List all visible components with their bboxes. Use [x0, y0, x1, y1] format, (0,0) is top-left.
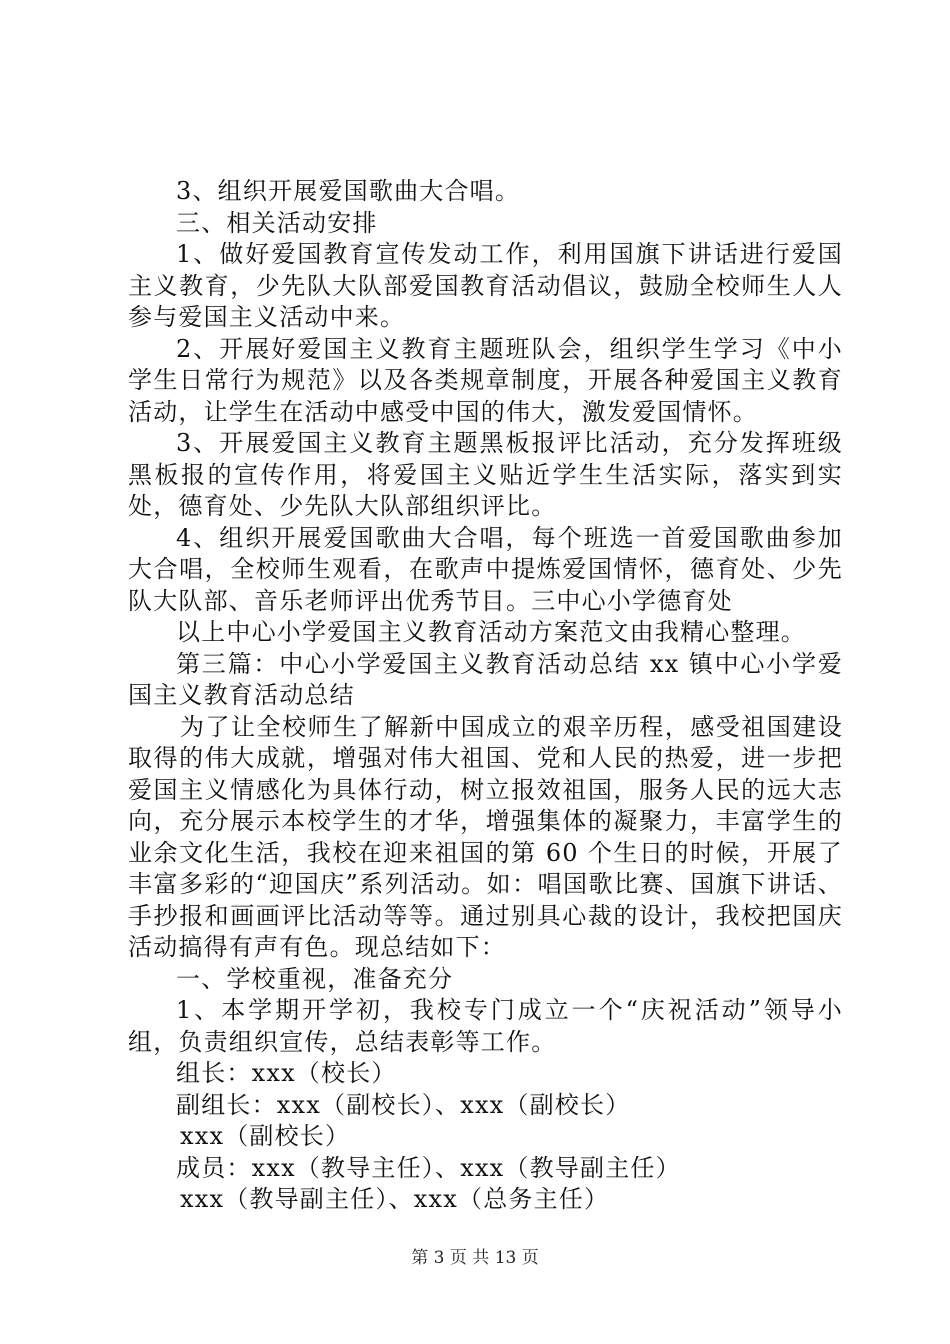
- paragraph-item-2-class-meeting: 2、开展好爱国主义教育主题班队会，组织学生学习《中小学生日常行为规范》以及各类规章制度，开展各种爱国主义教育活动，让学生在活动中感受中国的伟大，激发爱国情怀。: [128, 334, 843, 426]
- paragraph-leadership-group: 1、本学期开学初，我校专门成立一个“庆祝活动”领导小组，负责组织宣传，总结表彰等工作。: [128, 996, 843, 1056]
- paragraph-item-1-publicity: 1、做好爱国教育宣传发动工作，利用国旗下讲话进行爱国主义教育，少先队大队部爱国教育活动倡议，鼓励全校师生人人参与爱国主义活动中来。: [128, 240, 843, 331]
- page-number-footer: 第 3 页 共 13 页: [411, 1248, 539, 1268]
- document-body: [128, 176, 843, 1216]
- list-item-deputy-principal: xxx（副校长）: [180, 1122, 351, 1150]
- chapter-title-part-three: 第三篇：中心小学爱国主义教育活动总结 xx 镇中心小学爱国主义教育活动总结: [128, 649, 843, 709]
- list-item-group-leader: 组长：xxx（校长）: [176, 1059, 397, 1087]
- paragraph-item-4-chorus: 4、组织开展爱国歌曲大合唱，每个班选一首爱国歌曲参加大合唱，全校师生观看，在歌声中提炼爱国情怀，德育处、少先队大队部、音乐老师评出优秀节目。三中心小学德育处: [128, 523, 843, 615]
- paragraph-item-3-blackboard: 3、开展爱国主义教育主题黑板报评比活动，充分发挥班级黑板报的宣传作用，将爱国主义贴近学生生活实际，落实到实处，德育处、少先队大队部组织评比。: [128, 429, 843, 520]
- paragraph-compiled-note: 以上中心小学爱国主义教育活动方案范文由我精心整理。: [176, 618, 806, 646]
- paragraph-summary-intro: 为了让全校师生了解新中国成立的艰辛历程，感受祖国建设取得的伟大成就，增强对伟大祖国、党和人民的热爱，进一步把爱国主义情感化为具体行动，树立报效祖国，服务人民的远大志向，充分展示本校学生的才华，增强集体的凝聚力，丰富学生的业余文化生活，我校在迎来祖国的第 60 个生日的时候，开展了丰富多彩的“迎国庆”系列活动。如：唱国歌比赛、国旗下讲话、手抄报和画画评比活动等等。通过别具心裁的设计，我校把国庆活动搞得有声有色。现总结如下：: [128, 712, 843, 961]
- section-heading-activity-arrangement: 三、相关活动安排: [176, 208, 378, 237]
- paragraph-item-3-chorus: 3、组织开展爱国歌曲大合唱。: [176, 177, 521, 205]
- list-item-members-continued: xxx（教导副主任）、xxx（总务主任）: [180, 1185, 610, 1213]
- list-item-members: 成员：xxx（教导主任）、xxx（教导副主任）: [176, 1153, 681, 1182]
- section-heading-school-attention: 一、学校重视，准备充分: [176, 964, 454, 993]
- list-item-deputy-leader: 副组长：xxx（副校长）、xxx（副校长）: [176, 1090, 631, 1119]
